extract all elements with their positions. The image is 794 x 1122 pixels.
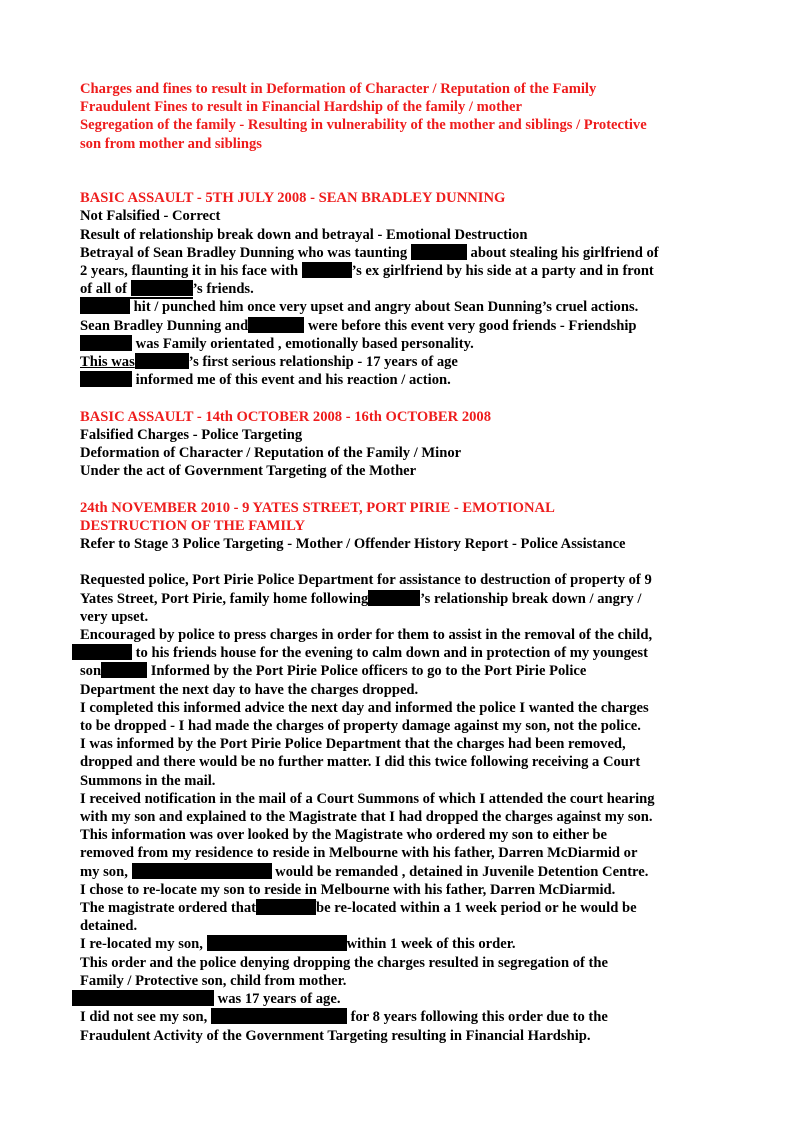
text-line: was Family orientated , emotionally based personality. (80, 335, 760, 353)
redaction (72, 644, 132, 660)
text-line: removed from my residence to reside in Melbourne with his father, Darren McDiarmid or (80, 845, 638, 862)
redaction (80, 335, 132, 351)
text-line: This information was over looked by the Magistrate who ordered my son to either be (80, 827, 607, 844)
section-heading: BASIC ASSAULT - 14th OCTOBER 2008 - 16th OCTOBER 2008 (80, 408, 492, 425)
text-line: with my son and explained to the Magistrate that I had dropped the charges against my son. (80, 809, 653, 826)
intro-line-3: Segregation of the family - Resulting in vulnerability of the mother and siblings / Protective (80, 117, 647, 134)
text-line: Under the act of Government Targeting of the Mother (80, 463, 417, 480)
text-line: Betrayal of Sean Bradley Dunning who was taunting about stealing his girlfriend of (80, 244, 659, 261)
text-line: was 17 years of age. (72, 990, 760, 1008)
text-line: Refer to Stage 3 Police Targeting - Mother / Offender History Report - Police Assistance (80, 536, 626, 553)
section-heading: BASIC ASSAULT - 5TH JULY 2008 - SEAN BRADLEY DUNNING (80, 190, 506, 207)
redaction (80, 298, 130, 314)
redaction (101, 662, 147, 678)
intro-line-2: Fraudulent Fines to result in Financial Hardship of the family / mother (80, 99, 523, 116)
text-line: hit / punched him once very upset and angry about Sean Dunning’s cruel actions. (80, 298, 760, 316)
section-basic-assault-october-2008 (80, 408, 760, 481)
text-line: dropped and there would be no further matter. I did this twice following receiving a Court (80, 754, 641, 771)
text-line: my son, would be remanded , detained in Juvenile Detention Centre. (80, 863, 649, 880)
text-line: I chose to re-locate my son to reside in Melbourne with his father, Darren McDiarmid. (80, 881, 616, 898)
text-line: Summons in the mail. (80, 772, 216, 789)
text-line: Requested police, Port Pirie Police Department for assistance to destruction of property of 9 (80, 572, 652, 589)
intro-line-1: Charges and fines to result in Deformation of Character / Reputation of the Family (80, 81, 597, 97)
redaction (368, 590, 420, 606)
text-line: detained. (80, 918, 138, 935)
text-line: This order and the police denying dropping the charges resulted in segregation of the (80, 954, 608, 971)
redaction (302, 262, 352, 278)
redaction (411, 244, 467, 260)
text-line: son Informed by the Port Pirie Police officers to go to the Port Pirie Police (80, 663, 587, 680)
intro-block (80, 80, 760, 153)
text-line: Fraudulent Activity of the Government Targeting resulting in Financial Hardship. (80, 1027, 591, 1044)
redaction (131, 280, 193, 296)
redaction (207, 935, 347, 951)
text-line: I was informed by the Port Pirie Police Department that the charges had been removed, (80, 736, 626, 753)
intro-line-4: son from mother and siblings (80, 135, 262, 152)
text-line: I did not see my son, for 8 years following this order due to the (80, 1009, 608, 1026)
section-heading: 24th NOVEMBER 2010 - 9 YATES STREET, PORT PIRIE - EMOTIONAL (80, 499, 555, 516)
text-line: Result of relationship break down and betrayal - Emotional Destruction (80, 226, 528, 243)
text-line: Encouraged by police to press charges in order for them to assist in the removal of the child, (80, 627, 653, 644)
text-line: Not Falsified - Correct (80, 208, 221, 225)
text-line: I re-located my son, within 1 week of this order. (80, 936, 516, 953)
text-line: Department the next day to have the charges dropped. (80, 681, 419, 698)
text-line: very upset. (80, 608, 149, 625)
redaction (132, 863, 272, 879)
document-page (80, 80, 760, 1045)
redaction (248, 317, 304, 333)
redaction (72, 990, 214, 1006)
section-yates-street-2010 (80, 499, 760, 1045)
redaction (80, 371, 132, 387)
redaction (256, 899, 316, 915)
redaction (211, 1008, 347, 1024)
text-line: This was ’s first serious relationship - 17 years of age (80, 354, 458, 371)
text-line: to be dropped - I had made the charges of property damage against my son, not the police. (80, 718, 641, 735)
text-line: 2 years, flaunting it in his face with ’s ex girlfriend by his side at a party and in front (80, 263, 654, 280)
text-line: Sean Bradley Dunning and were before this event very good friends - Friendship (80, 317, 637, 334)
text-line: of all of ’s friends. (80, 281, 254, 298)
text-line: The magistrate ordered that be re-located within a 1 week period or he would be (80, 900, 637, 917)
text-line: Deformation of Character / Reputation of the Family / Minor (80, 445, 462, 462)
section-heading-cont: DESTRUCTION OF THE FAMILY (80, 517, 306, 534)
text-line: Falsified Charges - Police Targeting (80, 426, 303, 443)
text-line: I completed this informed advice the next day and informed the police I wanted the charges (80, 699, 649, 716)
text-line: informed me of this event and his reaction / action. (80, 371, 760, 389)
text-line: Yates Street, Port Pirie, family home following ’s relationship break down / angry / (80, 590, 642, 607)
redaction (135, 353, 189, 369)
text-line: Family / Protective son, child from mother. (80, 972, 347, 989)
text-line: to his friends house for the evening to calm down and in protection of my youngest (72, 644, 760, 662)
section-basic-assault-july-2008 (80, 189, 760, 389)
text-line: I received notification in the mail of a Court Summons of which I attended the court hearing (80, 790, 655, 807)
